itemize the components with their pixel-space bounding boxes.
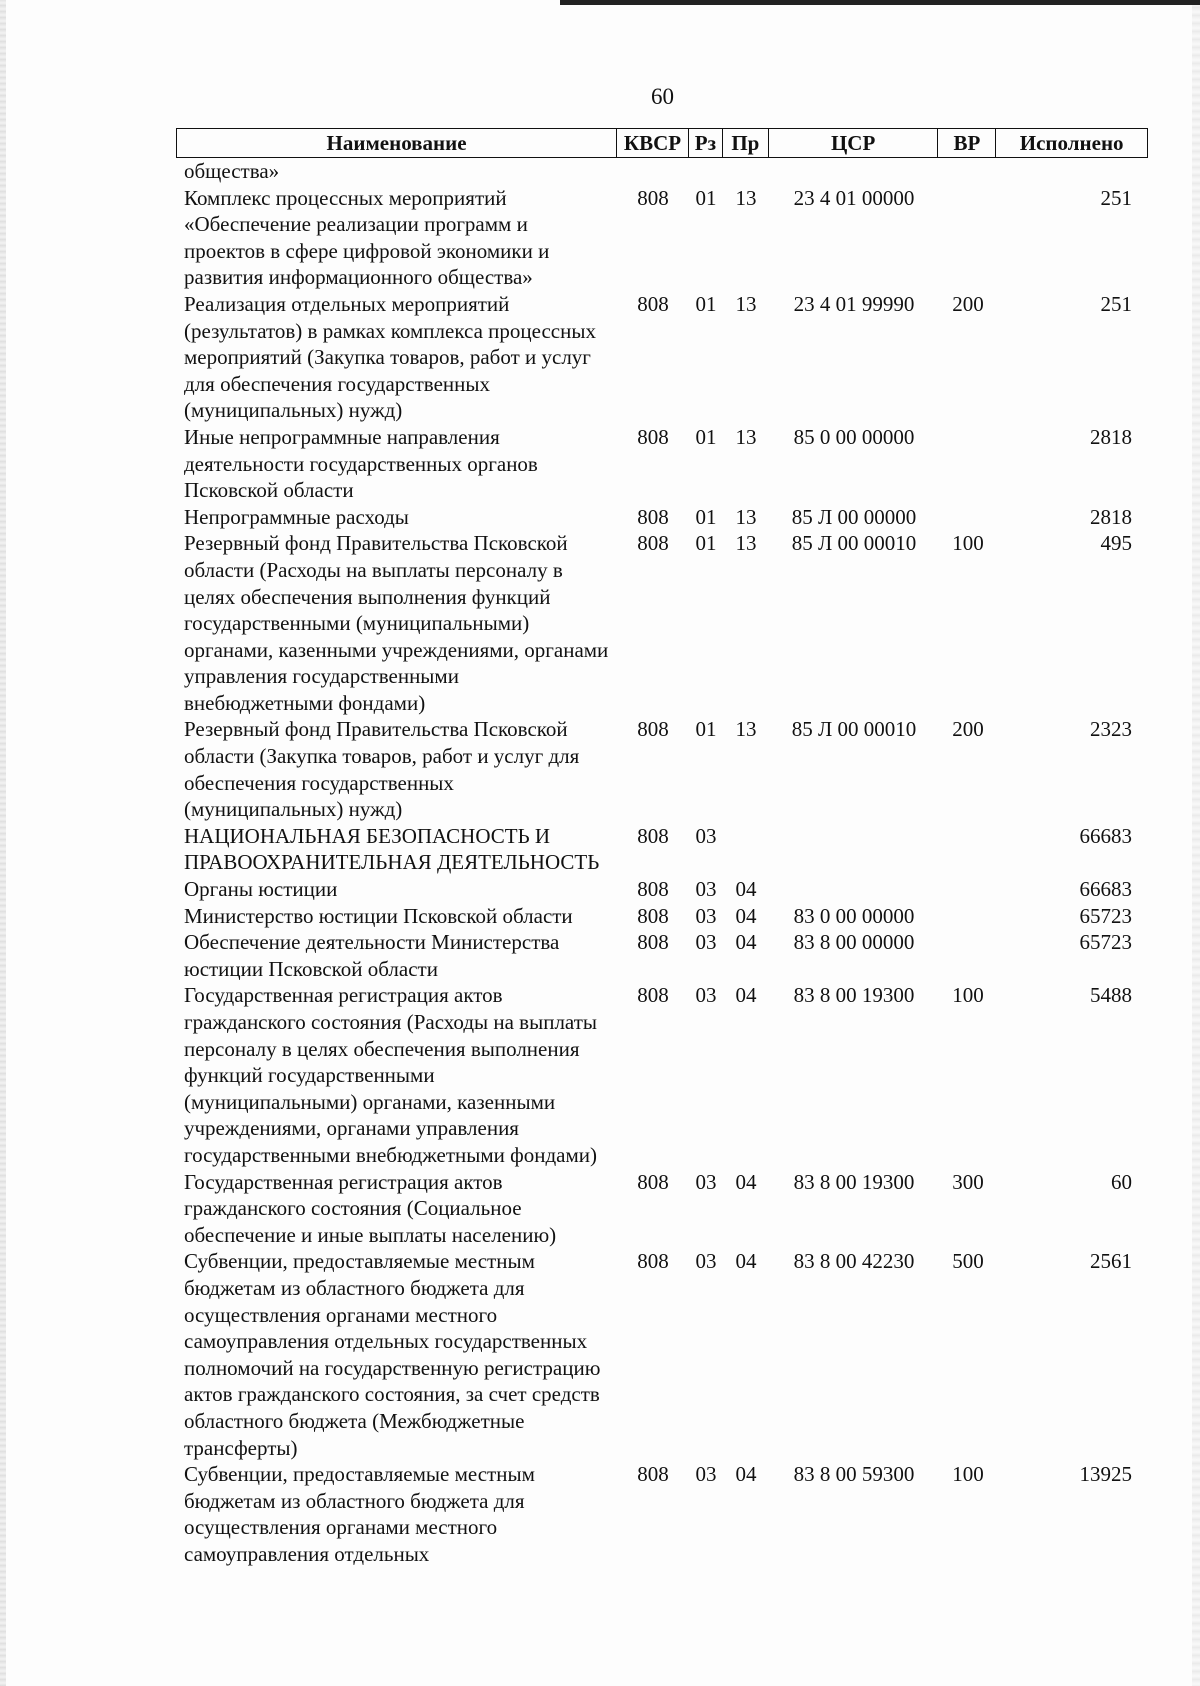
cell-name: Министерство юстиции Псковской области	[184, 903, 573, 928]
cell-name: НАЦИОНАЛЬНАЯ БЕЗОПАСНОСТЬ И ПРАВООХРАНИТЕЛЬНАЯ ДЕЯТЕЛЬНОСТЬ	[184, 823, 600, 875]
cell-csr: 83 8 00 59300	[793, 1462, 915, 1487]
cell-pr: 04	[735, 930, 757, 955]
cell-vr	[939, 424, 997, 504]
cell-vr	[939, 929, 997, 982]
cell-kvsr: 808	[637, 424, 669, 449]
cell-isp: 2561	[1090, 1249, 1132, 1274]
cell-name: Резервный фонд Правительства Псковской области (Расходы на выплаты персоналу в целях обеспечения выполнения функций государственными (муниципальными) органами, казенными учреждениями, органами управления государственными внебюджетными фондами)	[184, 531, 609, 715]
cell-isp: 66683	[1079, 823, 1132, 848]
cell-rz: 03	[695, 930, 717, 955]
table-row	[176, 903, 1148, 930]
header-csr: ЦСР	[769, 129, 939, 157]
table-header	[176, 128, 1148, 158]
cell-name: Органы юстиции	[184, 877, 338, 902]
cell-name: Государственная регистрация актов гражданского состояния (Расходы на выплаты персоналу в целях обеспечения выполнения функций государственными (муниципальными) органами, казенными учреждениями, органами управления государственными внебюджетными фондами)	[184, 983, 598, 1167]
cell-isp: 13925	[1079, 1462, 1132, 1487]
cell-isp: 65723	[1079, 930, 1132, 955]
cell-csr: 85 Л 00 00010	[791, 717, 917, 742]
cell-rz: 01	[695, 185, 717, 210]
table-row	[176, 876, 1148, 903]
table-row	[176, 1169, 1148, 1249]
cell-name: Резервный фонд Правительства Псковской области (Закупка товаров, работ и услуг для обеспечения государственных (муниципальных) нужд)	[184, 717, 580, 822]
cell-isp: 251	[1100, 291, 1132, 316]
header-rz: Рз	[689, 129, 723, 157]
cell-csr: 85 Л 00 00000	[791, 504, 917, 529]
header-pr: Пр	[723, 129, 769, 157]
cell-kvsr: 808	[637, 531, 669, 556]
cell-isp: 2818	[1090, 504, 1132, 529]
cell-csr: 85 0 00 00000	[793, 424, 915, 449]
cell-kvsr: 808	[637, 1169, 669, 1194]
table-row	[176, 823, 1148, 876]
cell-isp: 2818	[1090, 424, 1132, 449]
cell-pr: 13	[735, 424, 757, 449]
cell-pr: 13	[735, 185, 757, 210]
scan-top-bar	[560, 0, 1200, 5]
cell-name: Субвенции, предоставляемые местным бюджетам из областного бюджета для осуществления органами местного самоуправления отдельных	[184, 1462, 535, 1566]
cell-kvsr: 808	[637, 1249, 669, 1274]
table-row	[176, 1461, 1148, 1567]
cell-pr: 13	[735, 291, 757, 316]
cell-pr: 04	[735, 1462, 757, 1487]
cell-pr	[723, 823, 769, 876]
cell-rz: 03	[695, 903, 717, 928]
cell-rz: 01	[695, 531, 717, 556]
cell-csr: 83 8 00 42230	[793, 1249, 915, 1274]
cell-pr	[723, 158, 769, 185]
table-row	[176, 716, 1148, 822]
cell-vr: 100	[952, 531, 984, 556]
cell-kvsr: 808	[637, 930, 669, 955]
cell-csr	[769, 158, 939, 185]
cell-pr: 04	[735, 1249, 757, 1274]
cell-vr: 200	[952, 717, 984, 742]
cell-csr	[769, 876, 939, 903]
cell-pr: 13	[735, 531, 757, 556]
cell-rz: 03	[695, 1249, 717, 1274]
scan-edge-left	[0, 0, 6, 1686]
table-body	[176, 158, 1148, 1567]
cell-rz: 01	[695, 424, 717, 449]
cell-csr: 83 8 00 00000	[793, 930, 915, 955]
cell-vr: 200	[952, 291, 984, 316]
cell-isp: 65723	[1079, 903, 1132, 928]
cell-pr: 04	[735, 877, 757, 902]
table-row	[176, 530, 1148, 716]
table-row	[176, 158, 1148, 185]
cell-vr	[939, 504, 997, 531]
cell-vr	[939, 823, 997, 876]
cell-vr: 300	[952, 1169, 984, 1194]
cell-vr	[939, 158, 997, 185]
cell-name: Обеспечение деятельности Министерства юстиции Псковской области	[184, 930, 560, 981]
cell-rz: 03	[695, 823, 717, 848]
cell-kvsr	[617, 158, 689, 185]
cell-pr: 04	[735, 903, 757, 928]
table-row	[176, 982, 1148, 1168]
cell-name: Реализация отдельных мероприятий (результатов) в рамках комплекса процессных мероприятий (Закупка товаров, работ и услуг для обеспечения государственных (муниципальных) нужд)	[184, 291, 596, 423]
page-number: 60	[651, 84, 674, 109]
scan-edge-right	[1192, 0, 1200, 1686]
cell-rz: 03	[695, 877, 717, 902]
cell-isp: 66683	[1079, 877, 1132, 902]
cell-name: общества»	[184, 159, 280, 183]
cell-kvsr: 808	[637, 877, 669, 902]
cell-rz: 01	[695, 504, 717, 529]
cell-vr	[939, 185, 997, 291]
cell-name: Иные непрограммные направления деятельности государственных органов Псковской области	[184, 424, 538, 503]
cell-vr	[939, 876, 997, 903]
header-kvsr: КВСР	[617, 129, 689, 157]
cell-kvsr: 808	[637, 823, 669, 848]
cell-isp: 251	[1100, 185, 1132, 210]
cell-kvsr: 808	[637, 185, 669, 210]
table-row	[176, 929, 1148, 982]
cell-csr: 83 0 00 00000	[793, 903, 915, 928]
cell-pr: 04	[735, 1169, 757, 1194]
cell-vr: 100	[952, 983, 984, 1008]
table-row	[176, 185, 1148, 291]
cell-name: Комплекс процессных мероприятий «Обеспечение реализации программ и проектов в сфере цифровой экономики и развития информационного общества»	[184, 185, 550, 290]
cell-isp	[997, 158, 1148, 185]
cell-vr: 500	[952, 1249, 984, 1274]
budget-table	[176, 128, 1148, 1567]
table-row	[176, 424, 1148, 504]
cell-csr: 85 Л 00 00010	[791, 531, 917, 556]
cell-csr: 83 8 00 19300	[793, 1169, 915, 1194]
cell-rz	[689, 158, 723, 185]
cell-kvsr: 808	[637, 1462, 669, 1487]
header-vr: ВР	[938, 129, 996, 157]
cell-pr: 13	[735, 717, 757, 742]
cell-kvsr: 808	[637, 504, 669, 529]
table-row	[176, 1248, 1148, 1461]
cell-rz: 01	[695, 717, 717, 742]
table-row	[176, 504, 1148, 531]
header-name: Наименование	[177, 129, 617, 157]
cell-kvsr: 808	[637, 983, 669, 1008]
cell-isp: 60	[1111, 1169, 1132, 1194]
cell-kvsr: 808	[637, 903, 669, 928]
cell-csr	[769, 823, 939, 876]
cell-csr: 23 4 01 99990	[793, 291, 915, 316]
cell-isp: 495	[1100, 531, 1132, 556]
header-isp: Исполнено	[1019, 131, 1124, 155]
cell-isp: 5488	[1090, 983, 1132, 1008]
cell-csr: 83 8 00 19300	[793, 983, 915, 1008]
cell-rz: 01	[695, 291, 717, 316]
cell-rz: 03	[695, 1462, 717, 1487]
cell-kvsr: 808	[637, 291, 669, 316]
cell-rz: 03	[695, 983, 717, 1008]
cell-vr	[939, 903, 997, 930]
cell-pr: 13	[735, 504, 757, 529]
cell-csr: 23 4 01 00000	[793, 185, 915, 210]
cell-rz: 03	[695, 1169, 717, 1194]
table-row	[176, 291, 1148, 424]
cell-name: Государственная регистрация актов гражданского состояния (Социальное обеспечение и иные выплаты населению)	[184, 1169, 557, 1247]
cell-pr: 04	[735, 983, 757, 1008]
cell-vr: 100	[952, 1462, 984, 1487]
cell-name: Субвенции, предоставляемые местным бюджетам из областного бюджета для осуществления органами местного самоуправления отдельных государственных полномочий на государственную регистрацию актов гражданского состояния, за счет средств областного бюджета (Межбюджетные трансферты)	[184, 1249, 601, 1460]
cell-kvsr: 808	[637, 717, 669, 742]
cell-name: Непрограммные расходы	[184, 504, 409, 529]
cell-isp: 2323	[1090, 717, 1132, 742]
